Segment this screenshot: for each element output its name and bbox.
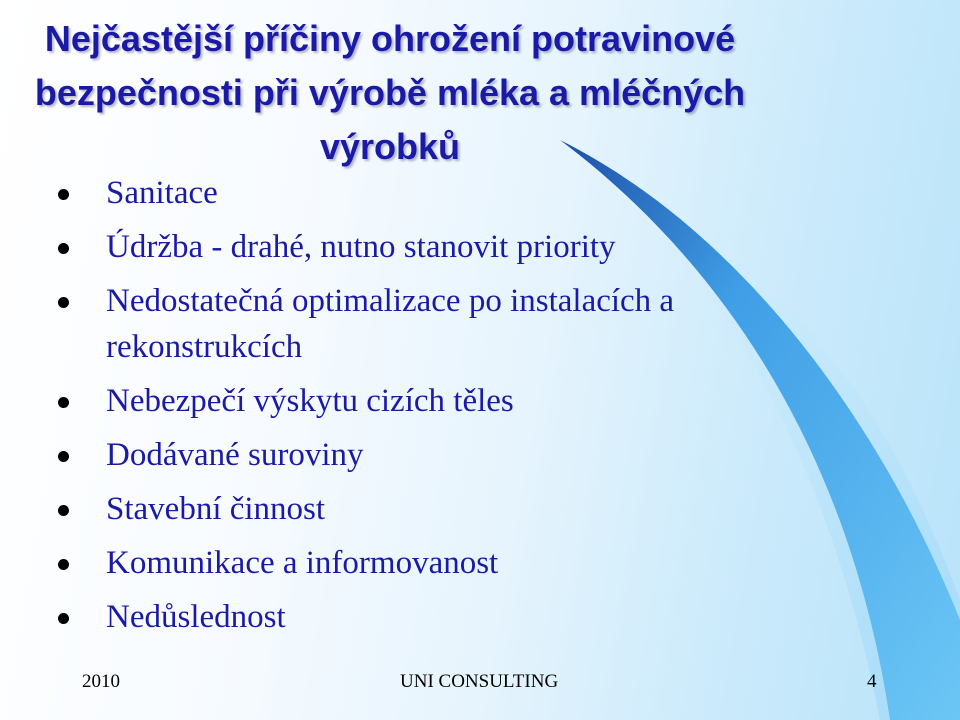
bullet-icon (58, 297, 69, 308)
bullet-item (58, 540, 798, 586)
bullet-icon (58, 189, 69, 200)
bullet-text: Dodávané suroviny (106, 437, 364, 473)
bullet-text: Komunikace a informovanost (106, 545, 499, 581)
bullet-item (58, 224, 798, 270)
bullet-list (58, 170, 798, 648)
bullet-item (58, 278, 798, 370)
footer-date: 2010 (82, 671, 120, 692)
bullet-item (58, 594, 798, 640)
bullet-item (58, 170, 798, 216)
footer-page-number: 4 (867, 671, 877, 692)
bullet-icon (58, 243, 69, 254)
bullet-icon (58, 505, 69, 516)
bullet-text: Stavební činnost (106, 491, 326, 527)
bullet-icon (58, 397, 69, 408)
bullet-item (58, 432, 798, 478)
slide-title: Nejčastější příčiny ohrožení potravinové bezpečnosti při výrobě mléka a mléčných výrobků (34, 18, 746, 167)
bullet-item (58, 486, 798, 532)
bullet-icon (58, 559, 69, 570)
footer-company: UNI CONSULTING (400, 671, 559, 692)
bullet-icon (58, 451, 69, 462)
bullet-item (58, 378, 798, 424)
bullet-icon (58, 613, 69, 624)
bullet-text: Nebezpečí výskytu cizích těles (106, 383, 514, 419)
bullet-text: Nedůslednost (106, 599, 286, 635)
bullet-text: Údržba - drahé, nutno stanovit priority (106, 229, 616, 265)
bullet-text: Nedostatečná optimalizace po instalacích a rekonstrukcích (106, 283, 675, 365)
bullet-text: Sanitace (106, 175, 218, 211)
